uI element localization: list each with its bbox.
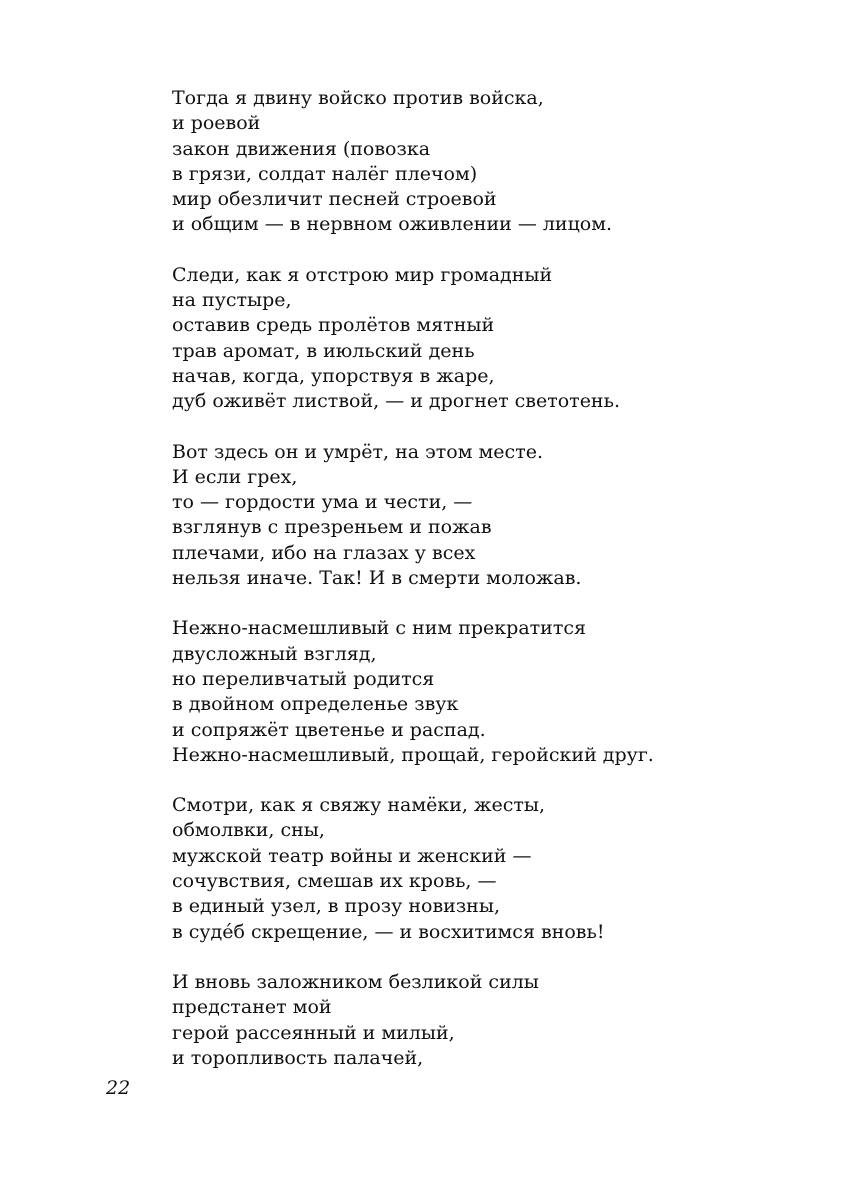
poem-line: обмолвки, сны, <box>172 819 325 842</box>
stanza-6 <box>172 970 812 1071</box>
stanza-5 <box>172 793 812 945</box>
poem-line: сочувствия, смешав их кровь, — <box>172 870 497 893</box>
stanza-3 <box>172 440 812 592</box>
poem-line: герой рассеянный и милый, <box>172 1021 455 1044</box>
poem-line: на пустыре, <box>172 289 292 312</box>
stanza-1 <box>172 86 812 238</box>
poem-line: Тогда я двину войско против войска, <box>172 87 544 109</box>
poem-line: в двойном определенье звук <box>172 693 459 716</box>
poem-line: И если грех, <box>172 465 298 488</box>
poem-line: и роевой <box>172 112 261 135</box>
page-number: 22 <box>106 1077 131 1099</box>
poem-line: Смотри, как я свяжу намёки, жесты, <box>172 794 546 817</box>
poem-line: и сопряжёт цветенье и распад. <box>172 718 486 741</box>
poem-line: мир обезличит песней строевой <box>172 188 497 211</box>
poem-line: в судéб скрещение, — и восхитимся вновь! <box>172 920 605 943</box>
poem-line: плечами, ибо на глазах у всех <box>172 541 476 564</box>
poem-line: предстанет мой <box>172 996 332 1019</box>
poem-line: Нежно-насмешливый с ним прекратится <box>172 617 586 640</box>
stanza-2 <box>172 263 812 415</box>
poem-line: и торопливость палачей, <box>172 1046 424 1069</box>
poem-line: И вновь заложником безликой силы <box>172 970 539 993</box>
poem-line: в грязи, солдат налёг плечом) <box>172 162 478 185</box>
poem-line: Вот здесь он и умрёт, на этом месте. <box>172 440 543 463</box>
poem-line: двусложный взгляд, <box>172 642 377 665</box>
stanza-4 <box>172 616 812 768</box>
poem-line: оставив средь пролётов мятный <box>172 314 495 337</box>
poem-line: нельзя иначе. Так! И в смерти моложав. <box>172 567 582 590</box>
poem-line: мужской театр войны и женский — <box>172 844 532 867</box>
poem-line: то — гордости ума и чести, — <box>172 491 473 514</box>
poem-line: и общим — в нервном оживлении — лицом. <box>172 213 613 236</box>
poem-line: взглянув с презреньем и пожав <box>172 516 492 539</box>
poem-line: Нежно-насмешливый, прощай, геройский друг. <box>172 743 654 766</box>
poem-line: трав аромат, в июльский день <box>172 339 475 362</box>
poem-line: дуб оживёт листвой, — и дрогнет светотень. <box>172 390 620 413</box>
poem-text <box>172 86 812 1096</box>
poem-line: в единый узел, в прозу новизны, <box>172 895 501 918</box>
poem-line: Следи, как я отстрою мир громадный <box>172 263 553 286</box>
poem-line: начав, когда, упорствуя в жаре, <box>172 364 495 387</box>
poem-line: закон движения (повозка <box>172 137 431 160</box>
poem-line: но переливчатый родится <box>172 667 435 690</box>
